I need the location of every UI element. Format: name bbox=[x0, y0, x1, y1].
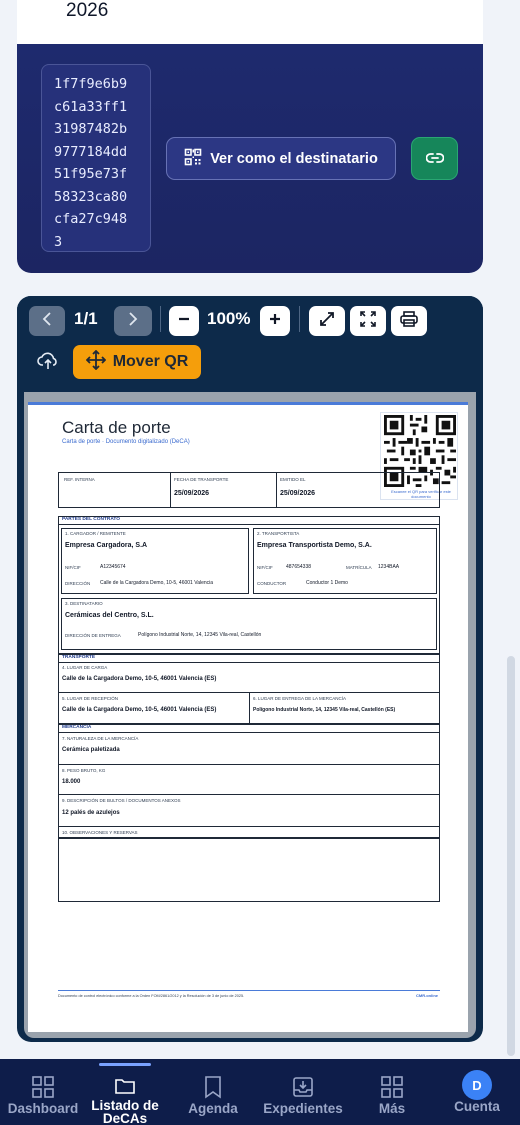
divider bbox=[58, 732, 440, 733]
qr-code-icon bbox=[184, 148, 202, 170]
consignee-name: Cerámicas del Centro, S.L. bbox=[65, 612, 154, 619]
link-icon bbox=[426, 150, 444, 168]
carrier-nif: 487654338 bbox=[286, 564, 312, 570]
printer-icon bbox=[400, 311, 418, 332]
hash-line: 1f7f9e6b9 bbox=[54, 76, 128, 92]
consignee-addr-label: DIRECCIÓN DE ENTREGA bbox=[65, 633, 121, 638]
hash-line: cfa27c948 bbox=[54, 211, 128, 227]
consignee-addr: Polígono Industrial Norte, 14, 12345 Vila-real, Castellón bbox=[138, 632, 262, 638]
delivery-value: Polígono Industrial Norte, 14, 12345 Vila-real, Castellón (ES) bbox=[253, 707, 396, 713]
shipper-name: Empresa Cargadora, S.A bbox=[65, 542, 148, 549]
folder-icon bbox=[114, 1074, 136, 1097]
viewer-toolbar bbox=[17, 296, 483, 392]
fullscreen-icon bbox=[360, 311, 376, 332]
pickup-value: Calle de la Cargadora Demo, 10-5, 46001 Valencia (ES) bbox=[62, 707, 217, 713]
nav-listado-decas[interactable] bbox=[86, 1059, 164, 1125]
pickup-label: 5. LUGAR DE RECEPCIÓN bbox=[62, 696, 119, 701]
packages-label: 9. DESCRIPCIÓN DE BULTOS / DOCUMENTOS ANEXOS bbox=[62, 798, 181, 803]
chevron-left-icon bbox=[42, 312, 52, 331]
divider bbox=[58, 662, 440, 663]
avatar: D bbox=[462, 1070, 492, 1100]
document-viewer bbox=[17, 296, 483, 1042]
weight-value: 18.000 bbox=[62, 779, 81, 785]
fullscreen-button[interactable] bbox=[350, 306, 386, 336]
nav-label: Más bbox=[378, 1101, 406, 1116]
carrier-name: Empresa Transportista Demo, S.A. bbox=[257, 542, 372, 549]
zoom-out-button[interactable] bbox=[169, 306, 199, 336]
divider bbox=[58, 764, 440, 765]
avatar-wrap bbox=[462, 1072, 492, 1098]
delivery-label: 6. LUGAR DE ENTREGA DE LA MERCANCÍA bbox=[253, 696, 347, 701]
issue-value: 25/09/2026 bbox=[280, 490, 316, 497]
nav-expedientes[interactable] bbox=[256, 1059, 350, 1125]
nature-label: 7. NATURALEZA DE LA MERCANCÍA bbox=[62, 736, 139, 741]
divider bbox=[58, 794, 440, 795]
footer-brand: CMR.online bbox=[416, 993, 438, 998]
hash-line: 31987482b bbox=[54, 121, 128, 137]
hash-line: 9777184dd bbox=[54, 143, 128, 160]
consignee-box bbox=[61, 598, 437, 650]
copy-link-button[interactable] bbox=[411, 137, 458, 180]
date-value: 25/09/2026 bbox=[174, 490, 210, 497]
page-indicator: 1/1 bbox=[74, 309, 98, 328]
consignee-label: 3. DESTINATARIO bbox=[65, 601, 103, 606]
grid-icon bbox=[31, 1074, 55, 1100]
chevron-right-icon bbox=[128, 312, 138, 331]
hash-line: 51f95e73f bbox=[54, 166, 128, 182]
footer-text: Documento de control electrónico conforme a la Orden FOM/2861/2012 y la Resolución de 3 de junio de 2025. bbox=[58, 994, 245, 998]
toolbar-divider bbox=[160, 306, 161, 332]
divider bbox=[58, 826, 440, 827]
cloud-upload-icon[interactable] bbox=[37, 352, 59, 375]
load-value: Calle de la Cargadora Demo, 10-5, 46001 Valencia (ES) bbox=[62, 676, 217, 682]
date-label: FECHA DE TRANSPORTE bbox=[174, 477, 229, 482]
packages-value: 12 palés de azulejos bbox=[62, 810, 120, 816]
carrier-plate: 1234BAA bbox=[378, 564, 400, 570]
issue-label: EMITIDO EL bbox=[280, 477, 306, 482]
remarks-label: 10. OBSERVACIONES Y RESERVAS bbox=[62, 830, 138, 835]
document-page bbox=[28, 402, 468, 1032]
bottom-navigation bbox=[0, 1059, 520, 1125]
ref-label: REF. INTERNA bbox=[64, 477, 95, 482]
divider bbox=[276, 472, 277, 508]
nav-label: Expedientes bbox=[263, 1101, 343, 1116]
shipper-addr-label: DIRECCIÓN bbox=[65, 581, 91, 586]
zoom-in-button[interactable] bbox=[260, 306, 290, 336]
view-as-recipient-label: Ver como el destinatario bbox=[210, 150, 378, 167]
remarks-box bbox=[58, 838, 440, 902]
document-canvas bbox=[24, 392, 476, 1038]
hash-line: 3 bbox=[54, 233, 63, 250]
nav-mas[interactable] bbox=[360, 1059, 424, 1125]
page-accent-line bbox=[28, 402, 468, 405]
divider bbox=[170, 472, 171, 508]
grid-icon bbox=[380, 1074, 404, 1100]
plus-icon bbox=[269, 312, 281, 330]
load-label: 4. LUGAR DE CARGA bbox=[62, 665, 108, 670]
nav-label: Cuenta bbox=[454, 1099, 500, 1114]
header-fields-box bbox=[58, 472, 440, 508]
nav-label: Dashboard bbox=[7, 1101, 79, 1116]
nav-cuenta[interactable] bbox=[440, 1059, 514, 1125]
nature-value: Cerámica paletizada bbox=[62, 747, 120, 753]
page-scrollbar[interactable] bbox=[507, 656, 515, 1056]
nav-dashboard[interactable] bbox=[2, 1059, 84, 1125]
archive-box-icon bbox=[291, 1074, 315, 1100]
document-subtitle: Carta de porte · Documento digitalizado (DeCA) bbox=[62, 439, 190, 445]
print-button[interactable] bbox=[391, 306, 427, 336]
section-contract: PARTES DEL CONTRATO bbox=[62, 517, 121, 522]
shipper-nif-label: NIF/CIF bbox=[65, 565, 81, 570]
qr-caption: Escanee el QR para verificar este documento bbox=[391, 489, 451, 499]
view-as-recipient-button[interactable] bbox=[166, 137, 396, 180]
year-value: 2026 bbox=[66, 0, 109, 21]
nav-label: Agenda bbox=[188, 1101, 238, 1116]
move-qr-label: Mover QR bbox=[112, 353, 189, 370]
divider bbox=[58, 524, 440, 525]
shipper-label: 1. CARGADOR / REMITENTE bbox=[65, 531, 126, 536]
move-qr-button[interactable] bbox=[73, 345, 201, 379]
hash-panel bbox=[17, 44, 483, 273]
divider bbox=[249, 692, 250, 724]
hash-line: c61a33ff1 bbox=[54, 98, 128, 115]
bookmark-icon bbox=[202, 1074, 224, 1100]
minus-icon bbox=[178, 312, 190, 330]
goods-section bbox=[58, 724, 440, 838]
carrier-driver-label: CONDUCTOR bbox=[257, 581, 287, 586]
prev-page-button[interactable] bbox=[29, 306, 65, 336]
toolbar-divider bbox=[299, 306, 300, 332]
weight-label: 8. PESO BRUTO, KG bbox=[62, 768, 106, 773]
carrier-nif-label: NIF/CIF bbox=[257, 565, 273, 570]
hash-line: 58323ca80 bbox=[54, 188, 128, 205]
nav-label: Listado de DeCAs bbox=[91, 1098, 159, 1125]
zoom-level: 100% bbox=[207, 309, 251, 328]
carrier-label: 2. TRANSPORTISTA bbox=[257, 531, 300, 536]
document-title: Carta de porte bbox=[62, 418, 171, 437]
carrier-plate-label: MATRÍCULA bbox=[346, 565, 372, 570]
hash-code-box bbox=[41, 64, 151, 252]
carrier-driver: Conductor 1 Demo bbox=[306, 580, 348, 586]
next-page-button[interactable] bbox=[114, 306, 152, 336]
move-arrows-icon bbox=[86, 350, 106, 375]
section-goods: MERCANCÍA bbox=[62, 725, 92, 730]
fit-page-button[interactable] bbox=[309, 306, 345, 336]
active-indicator bbox=[99, 1063, 151, 1066]
section-transport: TRANSPORTE bbox=[62, 655, 96, 660]
shipper-nif: A12345674 bbox=[100, 564, 126, 570]
expand-diagonal-icon bbox=[319, 311, 335, 332]
shipper-addr: Calle de la Cargadora Demo, 10-5, 46001 Valencia bbox=[100, 580, 214, 586]
nav-agenda[interactable] bbox=[176, 1059, 250, 1125]
footer-line bbox=[58, 990, 440, 991]
